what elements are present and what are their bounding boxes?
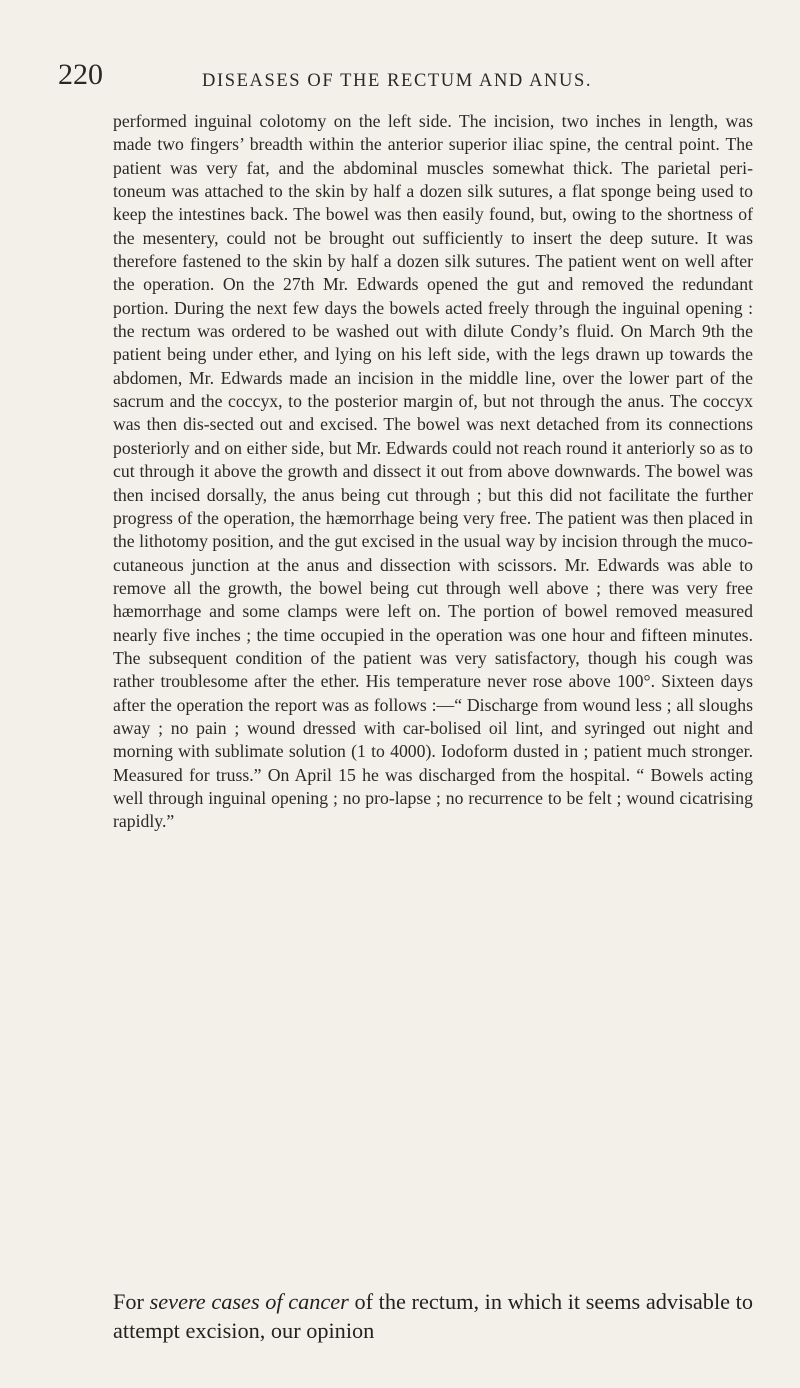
closing-paragraph [113, 1287, 753, 1345]
running-head: DISEASES OF THE RECTUM AND ANUS. [202, 71, 593, 91]
case-report-paragraph: performed inguinal colotomy on the left side. The incision, two inches in length, was made two fingers’ breadth within the anterior superior iliac spine, the central point. The patient was very fat, and the abdominal muscles somewhat thick. The parietal peri-toneum was attached to the skin by half a dozen silk sutures, a flat sponge being used to keep the intestines back. The bowel was then easily found, but, owing to the shortness of the mesentery, could not be brought out sufficiently to insert the deep suture. It was therefore fastened to the skin by half a dozen silk sutures. The patient went on well after the operation. On the 27th Mr. Edwards opened the gut and removed the redundant portion. During the next few days the bowels acted freely through the inguinal opening : the rectum was ordered to be washed out with dilute Condy’s fluid. On March 9th the patient being under ether, and lying on his left side, with the legs drawn up towards the abdomen, Mr. Edwards made an incision in the middle line, over the lower part of the sacrum and the coccyx, to the posterior margin of, but not through the anus. The coccyx was then dis-sected out and excised. The bowel was next detached from its connections posteriorly and on either side, but Mr. Edwards could not reach round it anteriorly so as to cut through it above the growth and dissect it out from above downwards. The bowel was then incised dorsally, the anus being cut through ; but this did not facilitate the further progress of the operation, the hæmorrhage being very free. The patient was then placed in the lithotomy position, and the gut excised in the usual way by incision through the muco-cutaneous junction at the anus and dissection with scissors. Mr. Edwards was able to remove all the growth, the bowel being cut through well above ; there was very free hæmorrhage and some clamps were left on. The portion of bowel removed measured nearly five inches ; the time occupied in the operation was one hour and fifteen minutes. The subsequent condition of the patient was very satisfactory, though his cough was rather troublesome after the ether. His temperature never rose above 100°. Sixteen days after the operation the report was as follows :—“ Discharge from wound less ; all sloughs away ; no pain ; wound dressed with car-bolised oil lint, and syringed out night and morning with sublimate solution (1 to 4000). Iodoform dusted in ; patient much stronger. Measured for truss.” On April 15 he was discharged from the hospital. “ Bowels acting well through inguinal opening ; no pro-lapse ; no recurrence to be felt ; wound cicatrising rapidly.” [113, 111, 753, 832]
closing-lead: For [113, 1289, 150, 1314]
body-text [113, 110, 753, 834]
closing-rest: of the rectum, in which it seems advisable to attempt excision, our opinion [113, 1289, 753, 1343]
page-number: 220 [58, 58, 103, 91]
page-header [58, 58, 752, 108]
closing-emphasis: severe cases of cancer [149, 1289, 349, 1314]
